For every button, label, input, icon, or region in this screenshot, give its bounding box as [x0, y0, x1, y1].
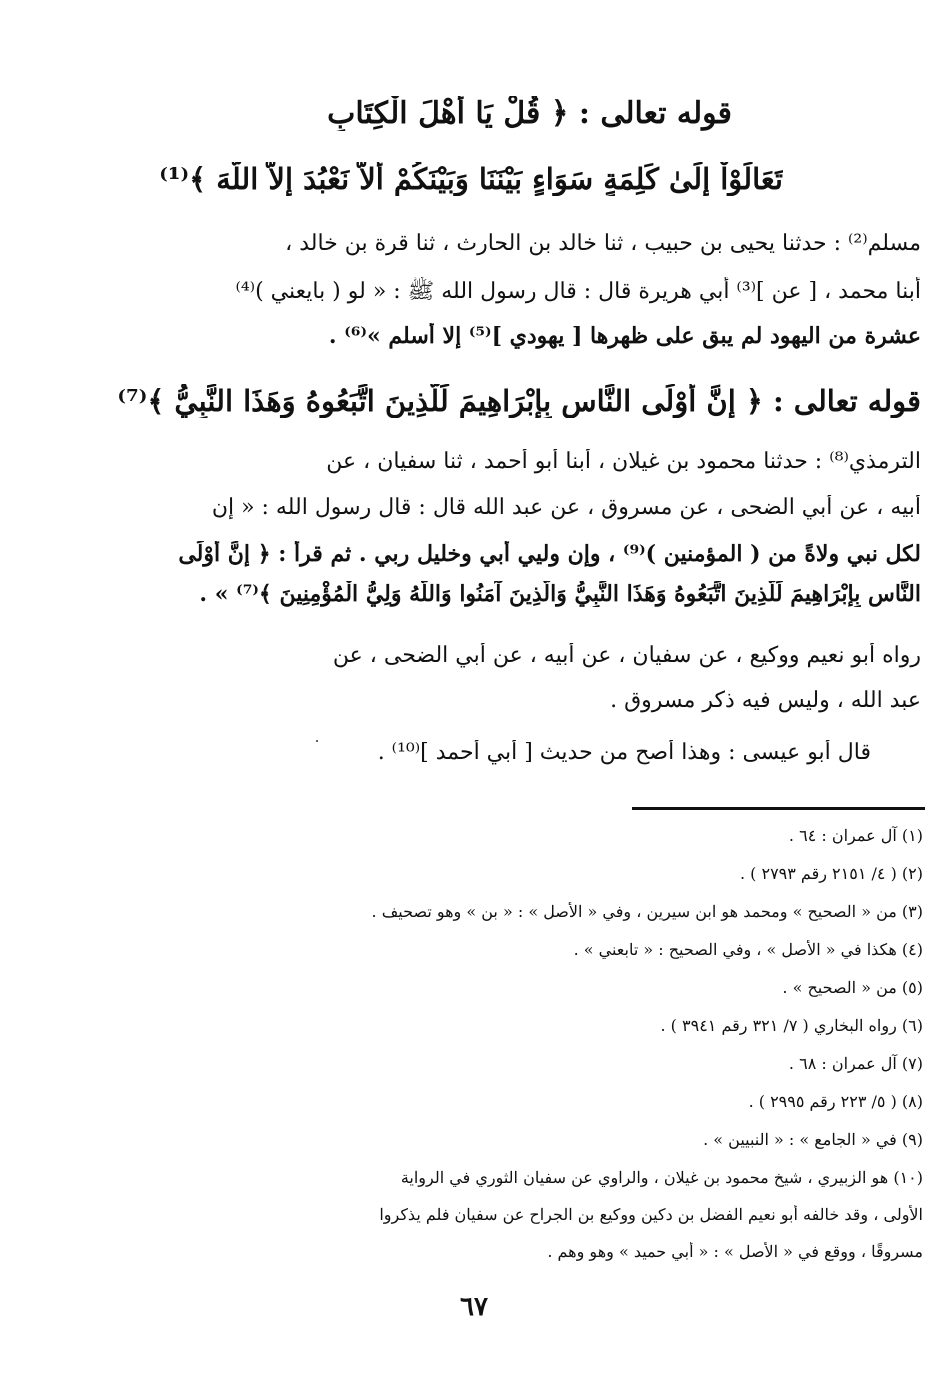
page-number: ٦٧ — [460, 1292, 488, 1322]
footnote-8: (٨) ( ٥/ ٢٢٣ رقم ٢٩٩٥ ) . — [748, 1092, 923, 1111]
abu-isa-comment: قال أبو عيسى : وهذا أصح من حديث [ أبي أحمد ]⁽¹⁰⁾ . — [377, 740, 871, 765]
footnote-3: (٣) من « الصحيح » ومحمد هو ابن سيرين ، وفي « الأصل » : « بن » وهو تصحيف . — [371, 902, 923, 921]
scan-speck — [316, 740, 318, 742]
verse-heading-line-1: قوله تعالى : ﴿ قُلْ يَا أَهْلَ الْكِتَابِ — [327, 96, 732, 131]
hadith-muslim-line-2: أبنا محمد ، [ عن ]⁽³⁾ أبي هريرة قال : قال رسول الله ﷺ : « لو ( بايعني )⁽⁴⁾ — [235, 279, 921, 304]
hadith-tirmidhi-line-4: النَّاسِ بِإِبْرَاهِيمَ لَلَّذِينَ اتَّبَعُوهُ وَهَذَا النَّبِيُّ وَالَّذِينَ آمَنُوا وَاللَّهُ وَلِيُّ الْمُؤْمِنِينَ ﴾⁽⁷⁾ » . — [199, 581, 921, 607]
footnote-7: (٧) آل عمران : ٦٨ . — [788, 1054, 923, 1073]
footnote-9: (٩) في « الجامع » : « النبيين » . — [703, 1130, 923, 1149]
hadith-tirmidhi-line-1: الترمذي⁽⁸⁾ : حدثنا محمود بن غيلان ، أبنا أبو أحمد ، ثنا سفيان ، عن — [326, 449, 921, 474]
hadith-tirmidhi-line-2: أبيه ، عن أبي الضحى ، عن مسروق ، عن عبد الله قال : قال رسول الله : « إن — [211, 495, 921, 520]
footnote-4: (٤) هكذا في « الأصل » ، وفي الصحيح : « تابعني » . — [573, 940, 923, 959]
footnote-2: (٢) ( ٤/ ٢١٥١ رقم ٢٧٩٣ ) . — [739, 864, 923, 883]
hadith-tirmidhi-line-3: لكل نبي ولاةً من ( المؤمنين )⁽⁹⁾ ، وإن وليي أبي وخليل ربي . ثم قرأ : ﴿ إِنَّ أَوْلَى — [178, 541, 921, 567]
footnote-separator — [632, 807, 925, 810]
footnote-1: (١) آل عمران : ٦٤ . — [788, 826, 923, 845]
narration-note-line-2: عبد الله ، وليس فيه ذكر مسروق . — [610, 688, 921, 713]
hadith-muslim-line-3: عشرة من اليهود لم يبق على ظهرها [ يهودي ]⁽⁵⁾ إلا أسلم »⁽⁶⁾ . — [328, 323, 921, 349]
footnote-10-line-2: الأولى ، وقد خالفه أبو نعيم الفضل بن دكين ووكيع بن الجراح عن سفيان فلم يذكروا — [379, 1205, 923, 1224]
verse-heading-line-2: تَعَالَوْاْ إِلَىٰ كَلِمَةٍ سَوَاءٍ بَيْنَنَا وَبَيْنَكُمْ أَلاَّ نَعْبُدَ إِلاَّ اللَّهَ ﴾⁽¹⁾ — [159, 162, 783, 196]
verse-heading-2: قوله تعالى : ﴿ إِنَّ أَوْلَى النَّاسِ بِإِبْرَاهِيمَ لَلَّذِينَ اتَّبَعُوهُ وَهَذَا النَّبِيُّ ﴾⁽⁷⁾ — [117, 384, 921, 418]
footnote-10-line-3: مسروقًا ، ووقع في « الأصل » : « أبي حميد » وهو وهم . — [547, 1242, 923, 1261]
footnote-6: (٦) رواه البخاري ( ٧/ ٣٢١ رقم ٣٩٤١ ) . — [660, 1016, 923, 1035]
hadith-muslim-line-1: مسلم⁽²⁾ : حدثنا يحيى بن حبيب ، ثنا خالد بن الحارث ، ثنا قرة بن خالد ، — [285, 231, 921, 256]
footnote-5: (٥) من « الصحيح » . — [782, 978, 923, 997]
narration-note-line-1: رواه أبو نعيم ووكيع ، عن سفيان ، عن أبيه ، عن أبي الضحى ، عن — [332, 643, 921, 668]
footnote-10-line-1: (١٠) هو الزبيري ، شيخ محمود بن غيلان ، والراوي عن سفيان الثوري في الرواية — [400, 1168, 923, 1187]
